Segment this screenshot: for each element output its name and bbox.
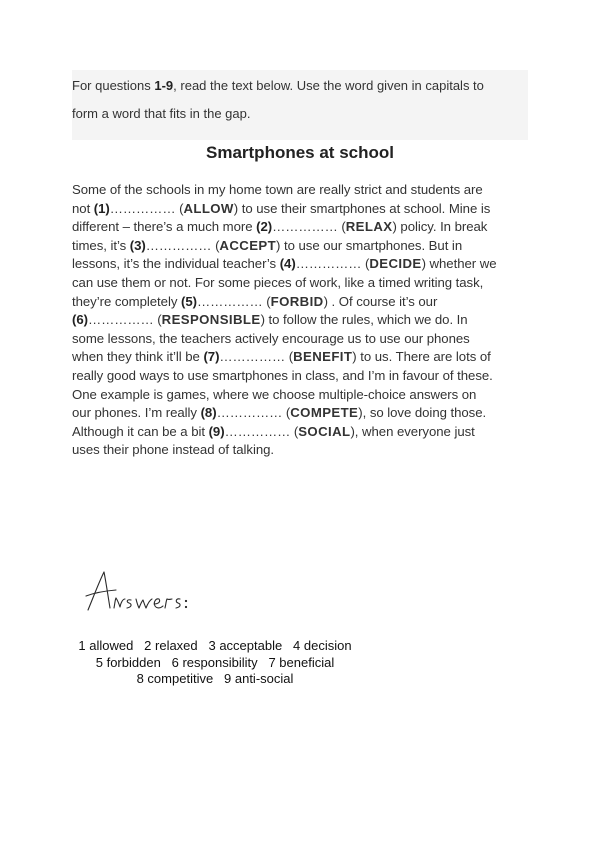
exercise-text	[72, 181, 532, 460]
text-line: not (1)…………… (ALLOW) to use their smartphones at school. Mine is	[72, 200, 491, 216]
instructions-text-line2: form a word that fits in the gap.	[72, 106, 251, 121]
answers-list	[0, 638, 430, 688]
text-line: (6)…………… (RESPONSIBLE) to follow the rules, which we do. In	[72, 312, 468, 328]
gap-number: (8)	[200, 405, 217, 421]
gap-number: (7)	[203, 349, 220, 365]
gap-dots: ……………	[224, 423, 291, 439]
gap-keyword: RELAX	[345, 219, 393, 235]
gap-dots: ……………	[196, 293, 263, 309]
text-line: they’re completely (5)…………… (FORBID) . Of course it’s our	[72, 293, 438, 309]
gap-dots: ……………	[295, 256, 362, 272]
gap-number: (2)	[256, 219, 273, 235]
text-line: different – there’s a much more (2)…………… (RELAX) policy. In break	[72, 219, 488, 235]
text-line: really good ways to use smartphones in class, and I’m in favour of these.	[72, 367, 493, 383]
text-line: times, it’s (3)…………… (ACCEPT) to use our smartphones. But in	[72, 237, 463, 253]
text-line: can use them or not. For some pieces of work, like a timed writing task,	[72, 274, 484, 290]
gap-dots: ……………	[109, 200, 176, 216]
text-line: some lessons, the teachers actively encourage us to use our phones	[72, 330, 470, 346]
page-title: Smartphones at school	[206, 143, 394, 162]
gap-number: (9)	[208, 423, 225, 439]
gap-dots: ……………	[145, 237, 212, 253]
gap-dots: ……………	[87, 312, 154, 328]
question-range: 1-9	[154, 78, 174, 93]
answers-line: 1 allowed 2 relaxed 3 acceptable 4 decision	[78, 638, 352, 653]
text-line: uses their phone instead of talking.	[72, 442, 275, 458]
gap-dots: ……………	[219, 349, 286, 365]
gap-dots: ……………	[272, 219, 338, 235]
gap-number: (1)	[93, 200, 110, 216]
text-line: Although it can be a bit (9)…………… (SOCIAL), when everyone just	[72, 423, 475, 439]
gap-keyword: RESPONSIBLE	[161, 312, 261, 328]
gap-keyword: SOCIAL	[298, 423, 351, 439]
gap-dots: ……………	[216, 405, 283, 421]
gap-keyword: DECIDE	[369, 256, 422, 272]
text-line: lessons, it’s the individual teacher’s (4)…………… (DECIDE) whether we	[72, 256, 497, 272]
instructions-box	[72, 70, 528, 140]
text-line: One example is games, where we choose multiple-choice answers on	[72, 386, 477, 402]
text-line: Some of the schools in my home town are really strict and students are	[72, 182, 483, 197]
instructions-text-cont: , read the text below. Use the word given in capitals to	[173, 78, 484, 93]
gap-keyword: COMPETE	[290, 405, 359, 421]
handwritten-answers-label	[84, 566, 204, 618]
answers-line: 8 competitive 9 anti-social	[136, 671, 294, 686]
gap-keyword: ACCEPT	[219, 237, 277, 253]
gap-number: (6)	[72, 312, 88, 328]
gap-number: (3)	[129, 237, 146, 253]
gap-keyword: ALLOW	[183, 200, 234, 216]
instructions-text: For questions	[72, 78, 155, 93]
gap-keyword: FORBID	[270, 293, 324, 309]
text-line: our phones. I’m really (8)…………… (COMPETE), so love doing those.	[72, 405, 487, 421]
gap-number: (4)	[279, 256, 296, 272]
gap-number: (5)	[181, 293, 197, 309]
answers-line: 5 forbidden 6 responsibility 7 beneficial	[95, 654, 335, 670]
text-line: when they think it’ll be (7)…………… (BENEFIT) to us. There are lots of	[72, 349, 491, 365]
gap-keyword: BENEFIT	[293, 349, 353, 365]
